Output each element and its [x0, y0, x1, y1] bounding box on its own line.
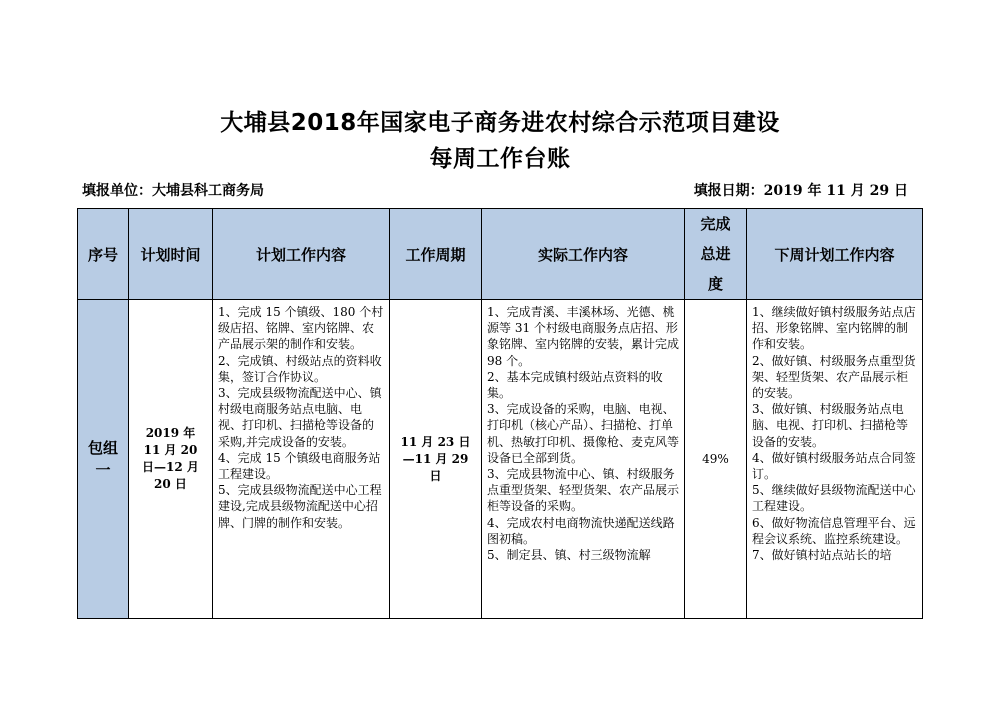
- group-label: 包组一: [87, 439, 118, 479]
- plan-content-list: [218, 304, 384, 610]
- header-progress-label: 完成总进度: [700, 215, 731, 293]
- next-item: 3、做好镇、村级服务站点电脑、电视、打印机、扫描枪等设备的安装。: [752, 402, 909, 449]
- reporting-date: 填报日期：2019 年 11 月 29 日: [693, 183, 908, 199]
- next-item: 4、做好镇村级服务站点合同签订。: [752, 450, 916, 482]
- plan-item: 1、完成 15 个镇级、180 个村级店招、铭牌、室内铭牌、农产品展示架的制作和安装。: [218, 305, 384, 352]
- document-subtitle: 每周工作台账: [429, 146, 571, 172]
- header-period: 工作周期: [390, 209, 482, 300]
- plan-item: 2、完成镇、村级站点的资料收集，签订合作协议。: [218, 353, 382, 384]
- actual-item: 1、完成青溪、丰溪林场、光德、桃源等 31 个村级电商服务点店招、形象铭牌、室内铭牌的安装，累计完成 98 个。: [487, 305, 683, 368]
- plan-item: 4、完成 15 个镇级电商服务站工程建设。: [218, 450, 381, 482]
- actual-content-list: [487, 304, 683, 610]
- next-item: 7、做好镇村站点站长的培: [752, 548, 892, 563]
- document-title: 大埔县2018年国家电子商务进农村综合示范项目建设: [220, 110, 780, 136]
- plan-time-cell: [129, 300, 213, 619]
- header-plan-time: 计划时间: [129, 209, 213, 300]
- table-header-row: [78, 209, 923, 300]
- actual-item: 4、完成农村电商物流快递配送线路图初稿。: [487, 515, 675, 546]
- group-cell: [78, 300, 129, 619]
- next-item: 6、做好物流信息管理平台、远程会议系统、监控系统建设。: [752, 515, 916, 546]
- period-cell: [390, 300, 482, 619]
- plan-content-cell: [213, 300, 390, 619]
- weekly-ledger-table: [77, 208, 923, 619]
- header-progress: [685, 209, 747, 300]
- actual-content-cell: [482, 300, 685, 619]
- actual-item: 5、制定县、镇、村三级物流解: [487, 548, 651, 563]
- next-item: 2、做好镇、村级服务点重型货架、轻型货架、农产品展示柜的安装。: [752, 353, 916, 401]
- table-row: [78, 300, 923, 619]
- progress-value: 49%: [702, 452, 729, 466]
- plan-time-text: 2019 年 11 月 20 日—12 月 20 日: [142, 426, 199, 491]
- reporting-unit: 填报单位：大埔县科工商务局: [82, 183, 264, 199]
- next-week-list: [752, 304, 917, 610]
- next-week-cell: [747, 300, 923, 619]
- header-actual-content: 实际工作内容: [482, 209, 685, 300]
- next-item: 5、继续做好县级物流配送中心工程建设。: [752, 483, 916, 514]
- next-item: 1、继续做好镇村级服务站点店招、形象铭牌、室内铭牌的制作和安装。: [752, 305, 916, 352]
- actual-item: 3、完成设备的采购，电脑、电视、打印机（核心产品）、扫描枪、打单机、热敏打印机、摄像枪、麦克风等设备已全部到货。: [487, 402, 680, 465]
- actual-item: 3、完成县物流中心、镇、村级服务点重型货架、轻型货架、农产品展示柜等设备的采购。: [487, 467, 680, 514]
- plan-item: 3、完成县级物流配送中心、镇村级电商服务站点电脑、电视、打印机、扫描枪等设备的采购,并完成设备的安装。: [218, 386, 382, 449]
- header-next-week: 下周计划工作内容: [747, 209, 923, 300]
- progress-cell: [685, 300, 747, 619]
- plan-item: 5、完成县级物流配送中心工程建设,完成县级物流配送中心招牌、门牌的制作和安装。: [218, 483, 382, 530]
- header-plan-content: 计划工作内容: [213, 209, 390, 300]
- period-text: 11 月 23 日—11 月 29 日: [400, 434, 471, 483]
- actual-item: 2、基本完成镇村级站点资料的收集。: [487, 369, 663, 401]
- header-index: 序号: [78, 209, 129, 300]
